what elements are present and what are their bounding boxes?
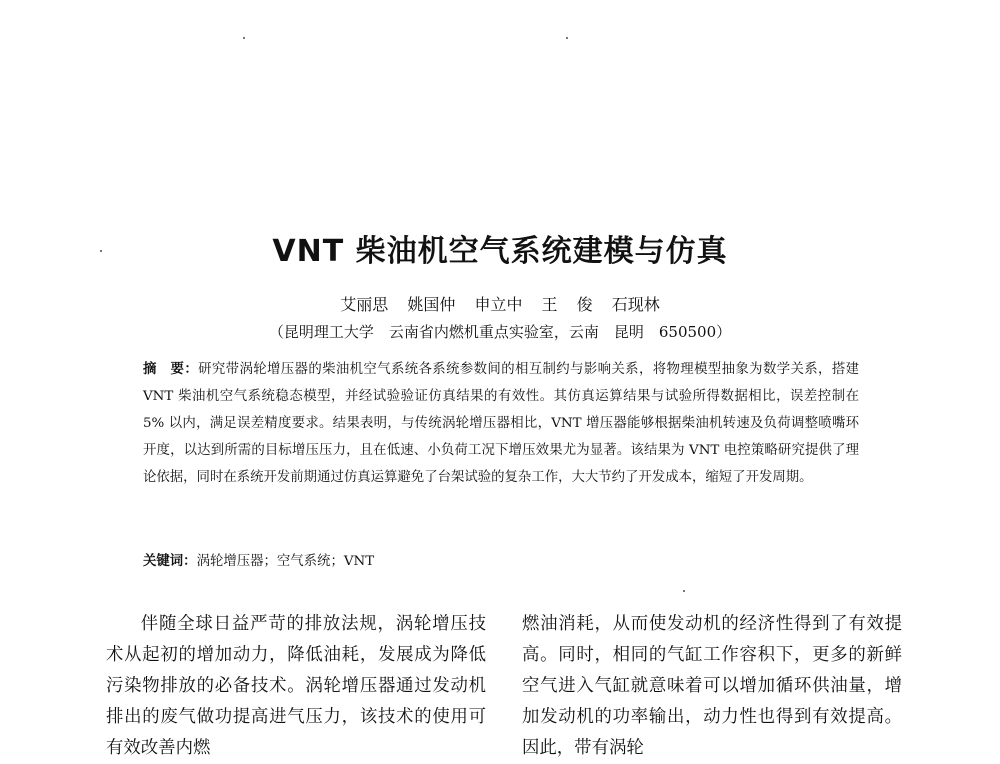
abstract-text: 研究带涡轮增压器的柴油机空气系统各系统参数间的相互制约与影响关系，将物理模型抽象为数学关系，搭建 VNT 柴油机空气系统稳态模型，并经试验验证仿真结果的有效性。其仿真运算结果与试验所得数据相比，误差控制在 5% 以内，满足误差精度要求。结果表明，与传统涡轮增压器相比，VNT 增压器能够根据柴油机转速及负荷调整喷嘴环开度，以达到所需的目标增压压力，且在低速、小负荷工况下增压效果尤为显著。该结果为 VNT 电控策略研究提供了理论依据，同时在系统开发前期通过仿真运算避免了台架试验的复杂工作，大大节约了开发成本，缩短了开发周期。 <box>143 362 859 485</box>
body-column-right: 燃油消耗，从而使发动机的经济性得到了有效提高。同时，相同的气缸工作容积下，更多的新鲜空气进入气缸就意味着可以增加循环供油量，增加发动机的功率输出，动力性也得到有效提高。因此，带有涡轮 <box>522 614 902 758</box>
scan-speck <box>683 590 685 592</box>
keywords-text: 涡轮增压器；空气系统；VNT <box>196 554 375 569</box>
author-list: 艾丽思 姚国仲 申立中 王 俊 石现林 <box>340 295 660 314</box>
keywords <box>143 550 859 569</box>
body-column-left: 伴随全球日益严苛的排放法规，涡轮增压技术从起初的增加动力，降低油耗，发展成为降低污染物排放的必备技术。涡轮增压器通过发动机排出的废气做功提高进气压力，该技术的使用可有效改善内燃 <box>106 614 486 758</box>
affiliation: （昆明理工大学 云南省内燃机重点实验室，云南 昆明 650500） <box>268 323 732 341</box>
abstract <box>143 356 859 491</box>
paper-title: VNT 柴油机空气系统建模与仿真 <box>272 234 728 269</box>
scan-speck <box>243 37 245 39</box>
scan-speck <box>566 37 568 39</box>
abstract-label: 摘 要： <box>143 362 199 377</box>
keywords-label: 关键词： <box>143 554 197 569</box>
